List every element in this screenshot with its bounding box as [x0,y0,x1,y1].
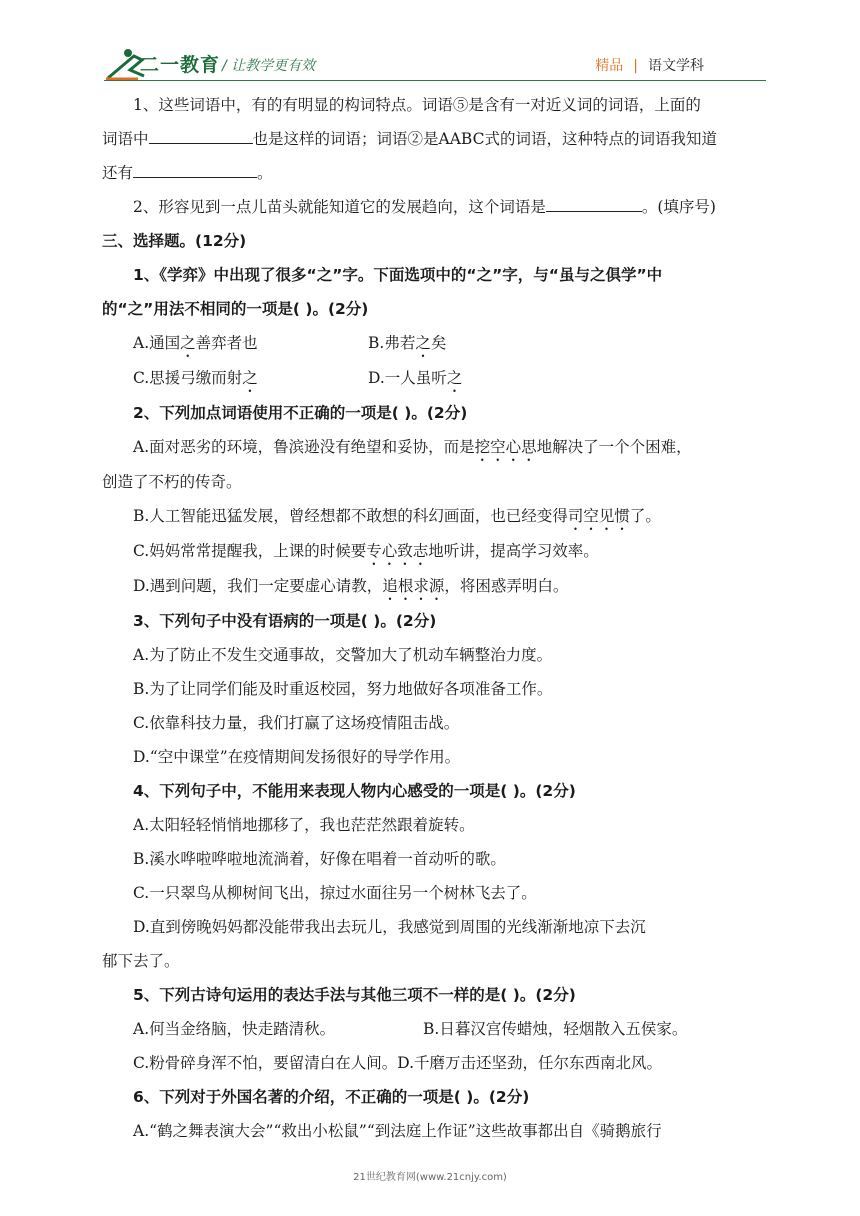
option-b[interactable]: B.日暮汉宫传蜡烛，轻烟散入五侯家。 [423,1020,688,1038]
logo-text: 二一教育 [140,54,221,76]
q4-option-c[interactable]: C.一只翠鸟从柳树间飞出，掠过水面往另一个树林飞去了。 [133,884,537,902]
q2-stem: 2、下列加点词语使用不正确的一项是( )。(2分) [133,404,468,422]
q6-option-a[interactable]: A.“鹤之舞表演大会”“救出小松鼠”“到法庭上作证”这些故事都出自《骑鹅旅行 [133,1122,662,1140]
q3-stem: 3、下列句子中没有语病的一项是( )。(2分) [133,612,437,630]
quality-tag: 精品 [595,58,624,74]
option-a[interactable] [133,326,368,361]
text: C.妈妈常常提醒我，上课的时候要 [133,542,367,560]
q3-option-c[interactable]: C.依靠科技力量，我们打赢了这场疫情阻击战。 [133,714,460,732]
q3-option-b[interactable]: B.为了让同学们能及时重返校园，努力地做好各项准备工作。 [133,680,553,698]
q5-stem: 5、下列古诗句运用的表达手法与其他三项不一样的是( )。(2分) [133,986,576,1004]
q3-option-d[interactable]: D.“空中课堂”在疫情期间发扬很好的导学作用。 [133,748,461,766]
text: 词语中 [102,130,149,148]
q1-stem-line2: 的“之”用法不相同的一项是( )。(2分) [102,300,369,318]
text: A.通国 [133,334,181,352]
text: D.遇到问题，我们一定要虚心请教， [133,577,383,595]
document-body [102,88,766,1148]
q2-option-d[interactable] [102,569,766,604]
slogan: / 让教学更有效 [222,58,316,74]
dotted-char: 之 [446,369,463,387]
option-d[interactable]: D.千磨万击还坚劲，任尔东西南北风。 [397,1054,663,1072]
q6-stem: 6、下列对于外国名著的介绍，不正确的一项是( )。(2分) [133,1088,530,1106]
q2-option-a[interactable] [102,430,766,465]
q4-option-a[interactable]: A.太阳轻轻悄悄地挪移了，我也茫茫然跟着旋转。 [133,816,475,834]
header-divider [104,80,766,81]
text: B.人工智能迅猛发展，曾经想都不敢想的科幻画面，也已经变得 [133,507,568,525]
text: 。(填序号) [641,198,716,216]
q5-options-row1 [102,1012,766,1046]
subject-tag: 语文学科 [648,58,704,74]
q1-options-row1 [102,326,766,361]
dotted-word: 专心致志 [366,542,429,560]
option-d[interactable] [368,361,462,396]
text: 。 [257,164,273,182]
option-b[interactable] [368,326,446,361]
q4-option-d[interactable]: D.直到傍晚妈妈都没能带我出去玩儿，我感觉到周围的光线渐渐地凉下去沉 [133,918,646,936]
q4-option-b[interactable]: B.溪水哗啦哗啦地流淌着，好像在唱着一首动听的歌。 [133,850,506,868]
text: 2、形容见到一点儿苗头就能知道它的发展趋向，这个词语是 [133,198,546,216]
dotted-char: 之 [415,334,431,352]
q2-option-b[interactable] [102,499,766,534]
text: B.弗若 [368,334,416,352]
q4-stem: 4、下列句子中，不能用来表现人物内心感受的一项是( )。(2分) [133,782,576,800]
q4-option-d-cont: 郁下去了。 [102,952,180,970]
part2-q1-line2 [102,122,766,156]
subject-tags [595,55,704,75]
q3-option-a[interactable]: A.为了防止不发生交通事故，交警加大了机动车辆整治力度。 [133,646,553,664]
text: 也是这样的词语；词语②是AABC式的词语，这种特点的词语我知道 [252,130,717,148]
page-footer: 21世纪教育网(www.21cnjy.com) [353,1172,507,1183]
text: D.一人虽听 [368,369,447,387]
option-c[interactable]: C.粉骨碎身浑不怕，要留清白在人间。 [133,1054,398,1072]
text: 矣 [430,334,447,352]
text: ，将困惑弄明白。 [444,577,569,595]
part2-q1-line1: 1、这些词语中，有的有明显的构词特点。词语⑤是含有一对近义词的词语，上面的 [133,96,701,114]
text: A.面对恶劣的环境，鲁滨逊没有绝望和妥协，而是 [133,438,475,456]
tag-separator: | [633,58,638,74]
option-a[interactable]: A.何当金络脑，快走踏清秋。 [133,1020,336,1038]
text: 还有 [102,164,134,182]
q1-options-row2 [102,361,766,396]
q1-stem-line1: 1、《学弈》中出现了很多“之”字。下面选项中的“之”字，与“虽与之俱学”中 [133,266,663,284]
option-c[interactable] [133,361,368,396]
q2-option-c[interactable] [102,534,766,569]
answer-blank[interactable] [149,125,253,144]
text: C.思援弓缴而射 [133,369,243,387]
q5-options-row2 [102,1046,766,1080]
dotted-word: 司空见惯 [567,507,630,525]
page-header [0,0,860,90]
dotted-char: 之 [242,369,258,387]
section-title: 三、选择题。(12分) [102,232,247,250]
text: 地解决了一个个困难， [536,438,692,456]
answer-blank[interactable] [546,193,642,212]
answer-blank[interactable] [133,159,257,178]
dotted-word: 挖空心思 [474,438,537,456]
dotted-word: 追根求源 [382,577,445,595]
dotted-char: 之 [180,334,196,352]
part2-q2 [102,190,766,224]
part2-q1-line3 [102,156,766,190]
text: 地听讲，提高学习效率。 [428,542,599,560]
text: 了。 [629,507,661,525]
text: 善弈者也 [195,334,258,352]
q2-option-a-cont: 创造了不朽的传奇。 [102,473,242,491]
